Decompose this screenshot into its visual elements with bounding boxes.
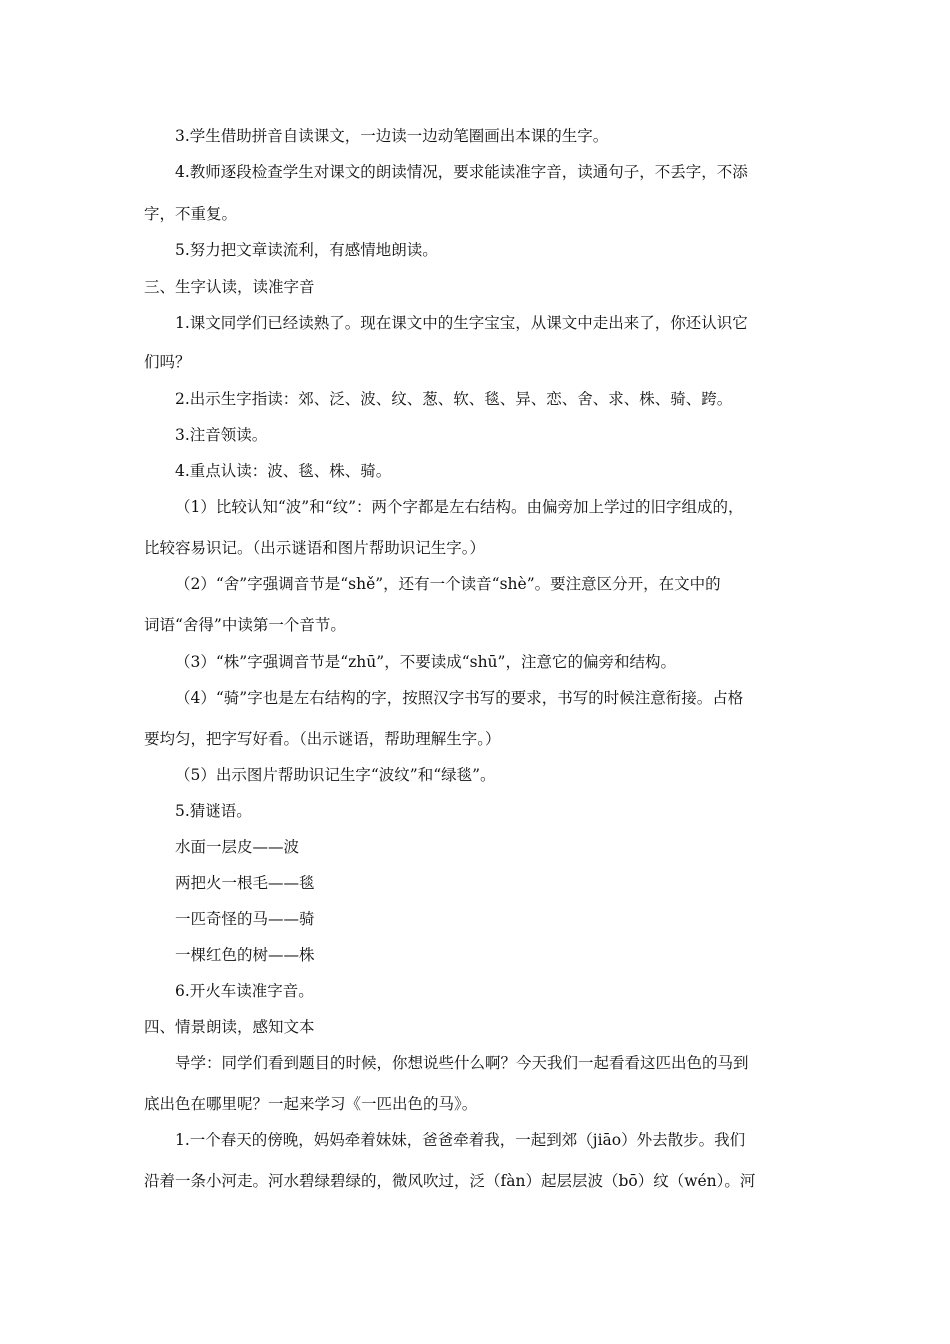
section-heading: 四、情景朗读，感知文本	[144, 1018, 315, 1036]
text-line: 3.注音领读。	[175, 426, 268, 444]
text-line: 要均匀，把字写好看。（出示谜语，帮助理解生字。）	[144, 730, 501, 748]
text-line: 6.开火车读准字音。	[175, 982, 314, 1000]
text-line: 5.猜谜语。	[175, 802, 252, 820]
text-line: 词语“舍得”中读第一个音节。	[144, 616, 346, 634]
text-line: 导学：同学们看到题目的时候，你想说些什么啊？今天我们一起看看这匹出色的马到	[175, 1054, 749, 1072]
text-line: （3）“株”字强调音节是“zhū”，不要读成“shū”，注意它的偏旁和结构。	[175, 653, 676, 671]
section-heading: 三、生字认读，读准字音	[144, 278, 315, 296]
text-line: 们吗？	[144, 353, 191, 371]
text-line: （5）出示图片帮助识记生字“波纹”和“绿毯”。	[175, 766, 496, 784]
riddle-line: 水面一层皮——波	[175, 838, 300, 856]
text-line: 沿着一条小河走。河水碧绿碧绿的，微风吹过，泛（fàn）起层层波（bō）纹（wén）。河	[144, 1172, 756, 1190]
text-line: 4.重点认读：波、毯、株、骑。	[175, 462, 392, 480]
text-line: 2.出示生字指读：郊、泛、波、纹、葱、软、毯、异、恋、舍、求、株、骑、跨。	[175, 390, 733, 408]
text-line: 1.一个春天的傍晚，妈妈牵着妹妹，爸爸牵着我，一起到郊（jiāo）外去散步。我们	[175, 1131, 746, 1149]
text-line: 3.学生借助拼音自读课文，一边读一边动笔圈画出本课的生字。	[175, 127, 609, 145]
text-line: 比较容易识记。（出示谜语和图片帮助识记生字。）	[144, 539, 486, 557]
text-line: （2）“舍”字强调音节是“shě”，还有一个读音“shè”。要注意区分开，在文中的	[175, 575, 721, 593]
text-line: （1）比较认知“波”和“纹”：两个字都是左右结构。由偏旁加上学过的旧字组成的，	[175, 498, 744, 516]
riddle-line: 一棵红色的树——株	[175, 946, 315, 964]
text-line: 1.课文同学们已经读熟了。现在课文中的生字宝宝，从课文中走出来了，你还认识它	[175, 314, 748, 332]
riddle-line: 两把火一根毛——毯	[175, 874, 315, 892]
riddle-line: 一匹奇怪的马——骑	[175, 910, 315, 928]
text-line: 5.努力把文章读流利，有感情地朗读。	[175, 241, 438, 259]
text-line: （4）“骑”字也是左右结构的字，按照汉字书写的要求，书写的时候注意衔接。占格	[175, 689, 744, 707]
text-line: 4.教师逐段检查学生对课文的朗读情况，要求能读准字音，读通句子，不丢字，不添	[175, 163, 748, 181]
text-line: 字，不重复。	[144, 205, 238, 223]
text-line: 底出色在哪里呢？一起来学习《一匹出色的马》。	[144, 1095, 478, 1113]
